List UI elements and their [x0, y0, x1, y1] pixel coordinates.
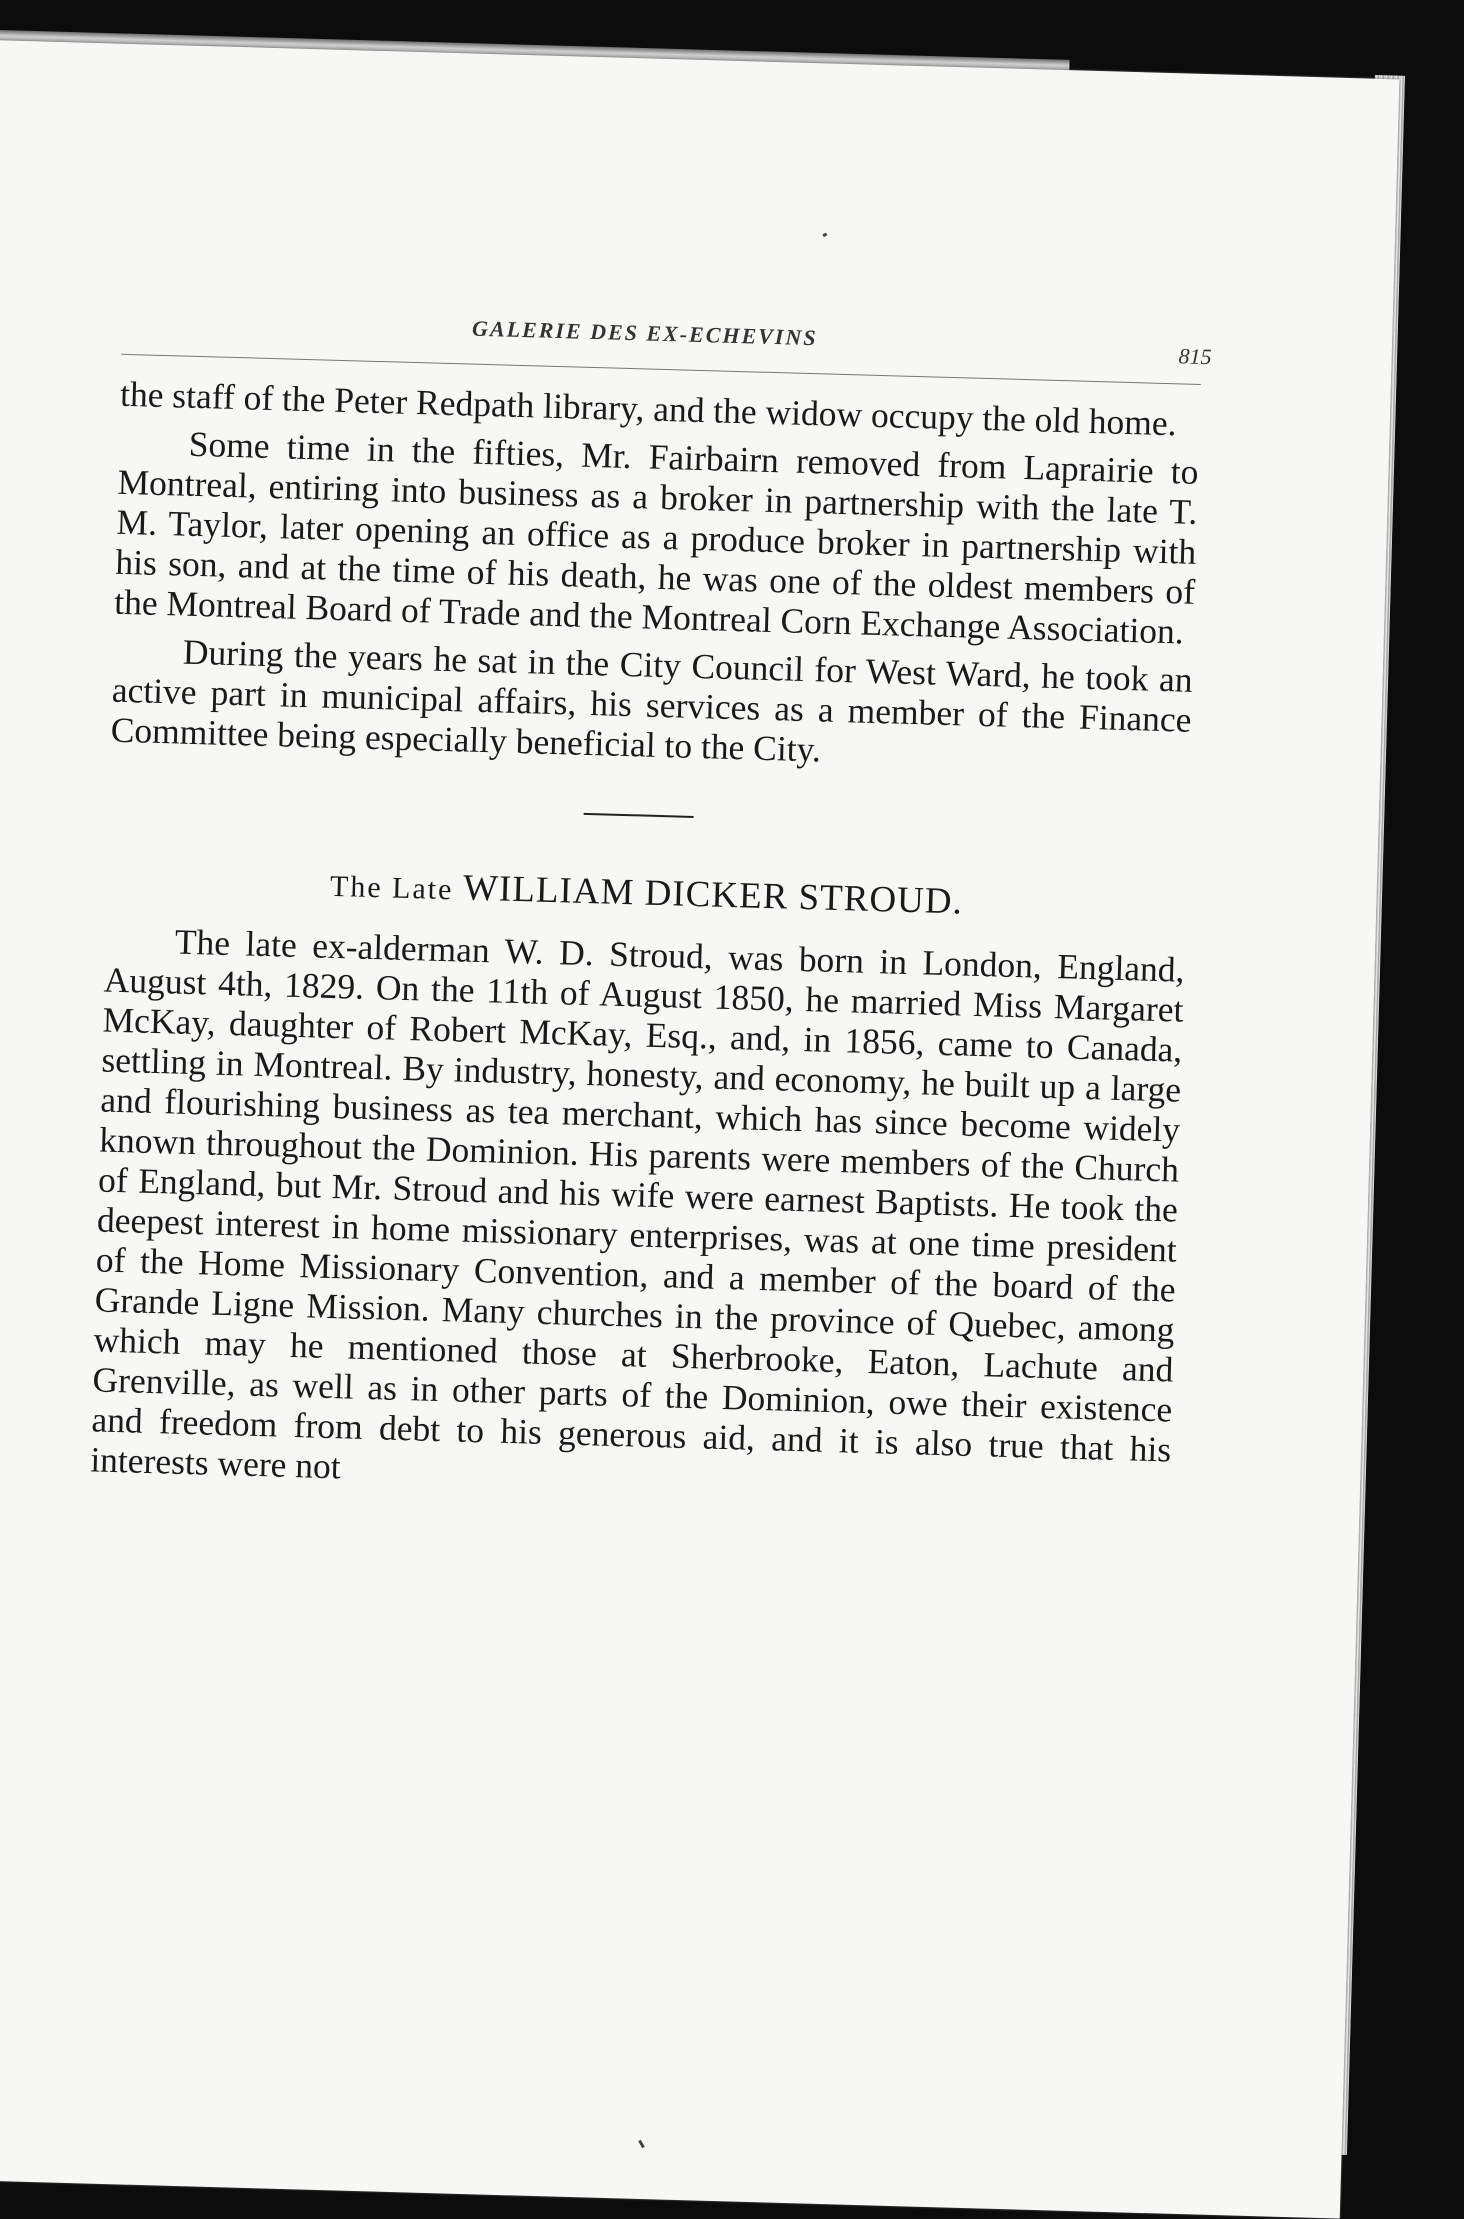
running-head	[121, 284, 1212, 384]
heading-prefix: The Late	[329, 869, 454, 907]
page-number: 815	[1178, 343, 1212, 370]
paragraph-continuation: the staff of the Peter Redpath library, and the widow occupy the old home.	[119, 373, 1178, 444]
book-page	[0, 40, 1399, 2219]
section-heading	[106, 857, 1187, 930]
heading-name: WILLIAM DICKER STROUD.	[462, 867, 964, 923]
paragraph-stroud-biography: The late ex-alderman W. D. Stroud, was born in London, England, August 4th, 1829. On the 11th of August 1850, he married Miss Margaret McKay, daughter of Robert McKay, Esq., and, in 1856, came to Canada, settling in Montreal. By industry, honesty, and economy, he built up a large and flourishing business as tea merchant, which has since become widely known throughout the Dominion. His parents were members of the Church of England, but Mr. Stroud and his wife were earnest Baptists. He took the deepest interest in home missionary enterprises, was at one time president of the Home Missionary Convention, and a member of the board of the Grande Ligne Mission. Many churches in the province of Quebec, among which may he mentioned those at Sherbrooke, Eaton, Lachute and Grenville, as well as in other parts of the Dominion, owe their existence and freedom from debt to his generous aid, and it is also true that his interests were not	[89, 921, 1186, 1487]
paragraph-fairbairn-business: Some time in the fifties, Mr. Fairbairn removed from Laprairie to Montreal, entiring into business as a broker in partnership with the late T. M. Taylor, later opening an office as a produce broker in partnership with his son, and at the time of his death, he was one of the oldest members of the Montreal Board of Trade and the Montreal Corn Exchange Association.	[113, 423, 1199, 652]
page-content	[89, 284, 1212, 1510]
section-divider	[584, 813, 694, 818]
ink-speck	[822, 233, 827, 238]
paragraph-city-council: During the years he sat in the City Council for West Ward, he took an active part in municipal affairs, his services as a member of the Finance Committee being especially beneficial to the City.	[110, 631, 1194, 770]
running-title: GALERIE DES EX-ECHEVINS	[471, 315, 818, 351]
